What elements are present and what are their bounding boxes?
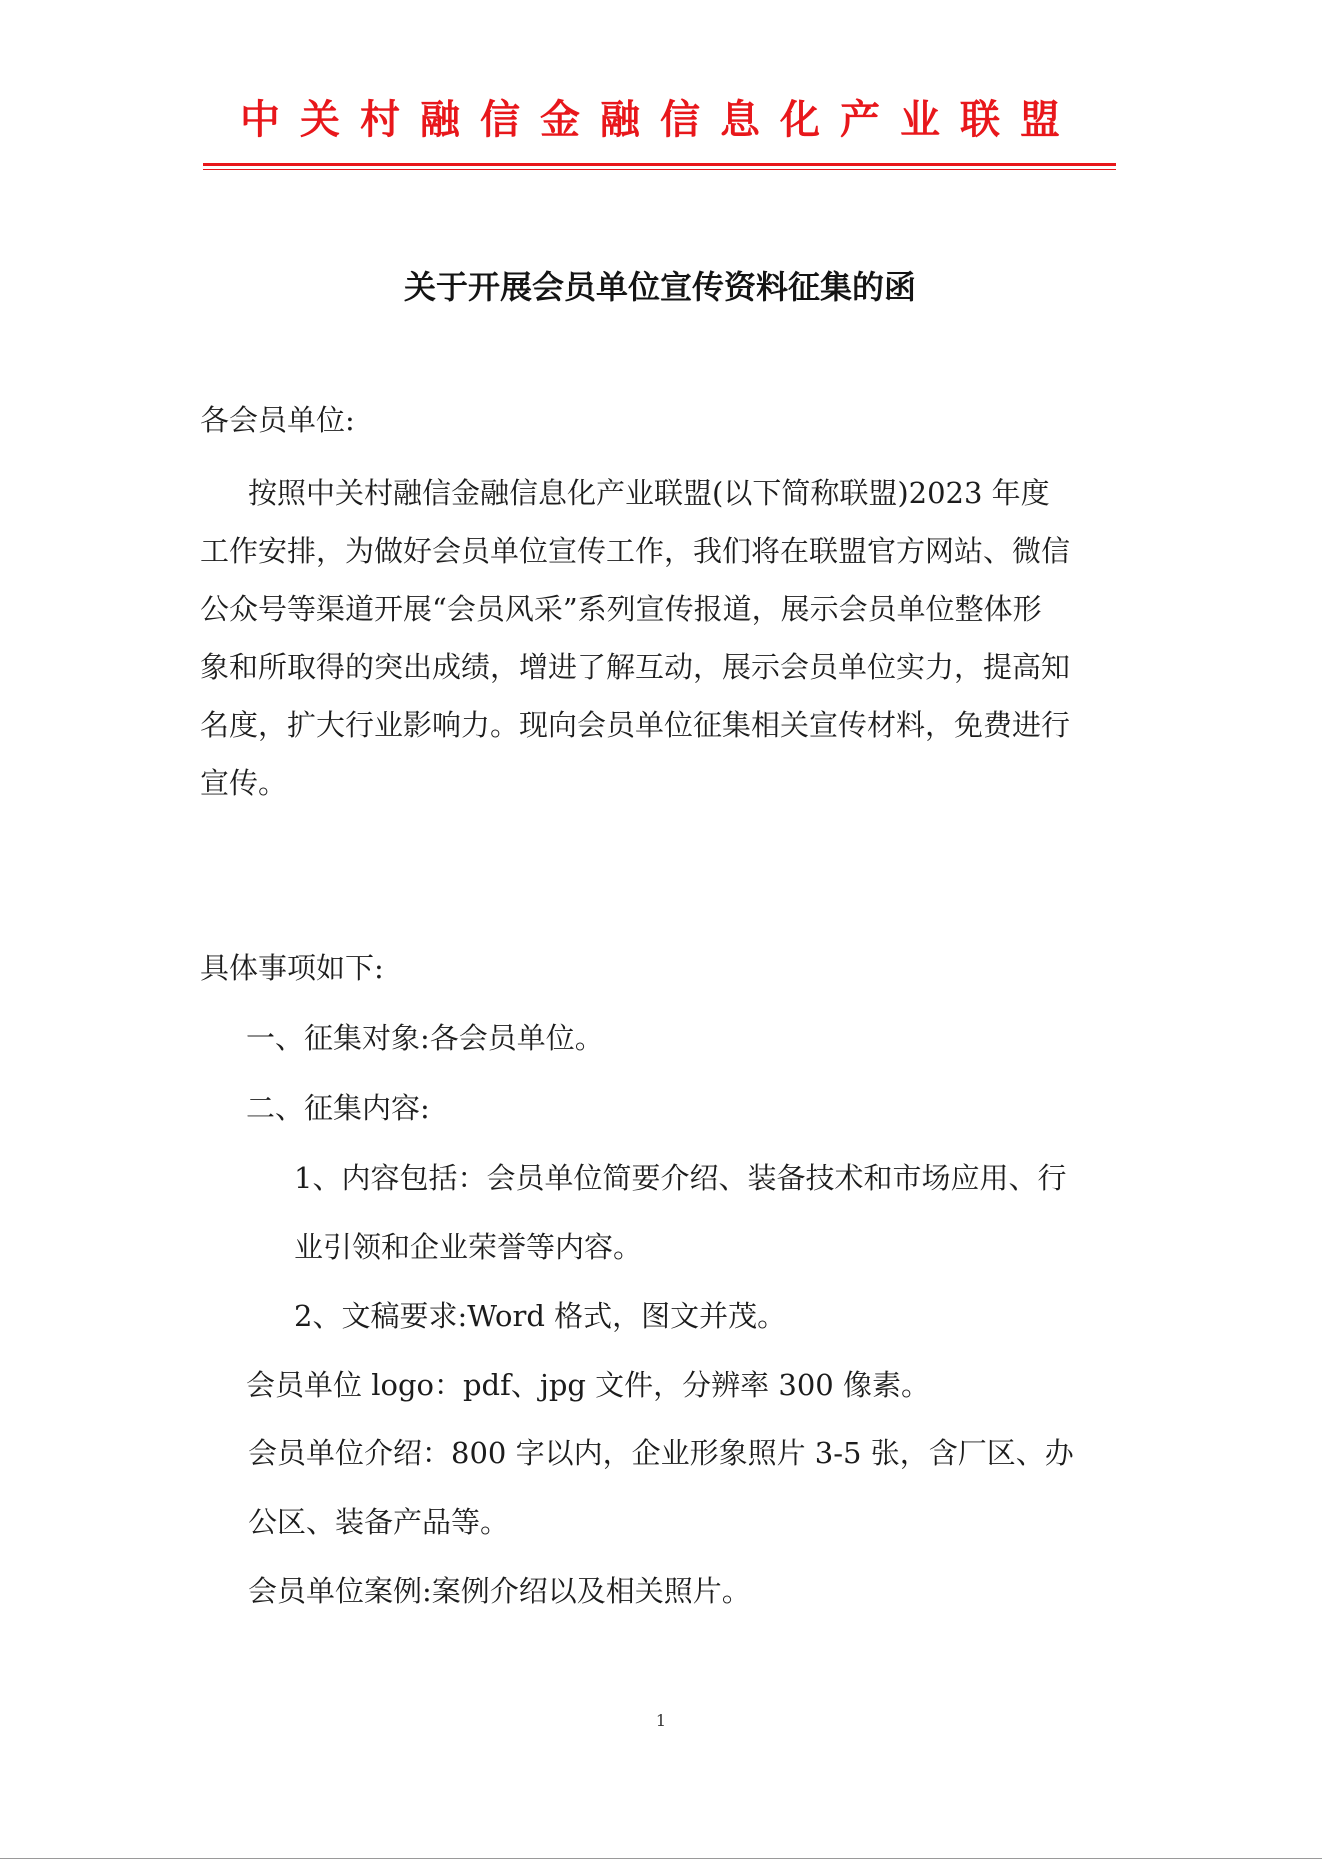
letterhead-rule-thick	[203, 163, 1116, 166]
intro-line: 宣传。	[200, 766, 288, 800]
page-bottom-edge	[0, 1858, 1322, 1859]
intro-line: 象和所取得的突出成绩，增进了解互动，展示会员单位实力，提高知	[200, 650, 1071, 684]
logo-requirement: 会员单位 logo：pdf、jpg 文件，分辨率 300 像素。	[246, 1368, 930, 1402]
case-requirement: 会员单位案例:案例介绍以及相关照片。	[248, 1574, 751, 1608]
item-collection-target: 一、征集对象:各会员单位。	[246, 1021, 604, 1055]
items-heading: 具体事项如下:	[200, 951, 384, 985]
intro-line: 工作安排，为做好会员单位宣传工作，我们将在联盟官方网站、微信	[200, 534, 1071, 568]
intro-requirement: 会员单位介绍：800 字以内，企业形象照片 3-5 张，含厂区、办	[248, 1436, 1074, 1470]
letterhead-org-name: 中关村融信金融信息化产业联盟	[240, 97, 1080, 143]
document-title: 关于开展会员单位宣传资料征集的函	[403, 268, 916, 306]
intro-line: 名度，扩大行业影响力。现向会员单位征集相关宣传材料，免费进行	[200, 708, 1071, 742]
subitem-format-requirement: 2、文稿要求:Word 格式，图文并茂。	[294, 1299, 787, 1333]
subitem-content-scope-cont: 业引领和企业荣誉等内容。	[294, 1230, 643, 1264]
intro-requirement-cont: 公区、装备产品等。	[248, 1505, 510, 1539]
letterhead-rule-thin	[203, 169, 1116, 170]
subitem-content-scope: 1、内容包括：会员单位简要介绍、装备技术和市场应用、行	[294, 1161, 1067, 1195]
intro-line: 公众号等渠道开展“会员风采”系列宣传报道，展示会员单位整体形	[200, 592, 1042, 626]
item-collection-content: 二、征集内容:	[246, 1091, 430, 1125]
salutation: 各会员单位:	[200, 403, 355, 437]
intro-line: 按照中关村融信金融信息化产业联盟(以下简称联盟)2023 年度	[248, 476, 1050, 510]
page-number: 1	[655, 1711, 667, 1730]
